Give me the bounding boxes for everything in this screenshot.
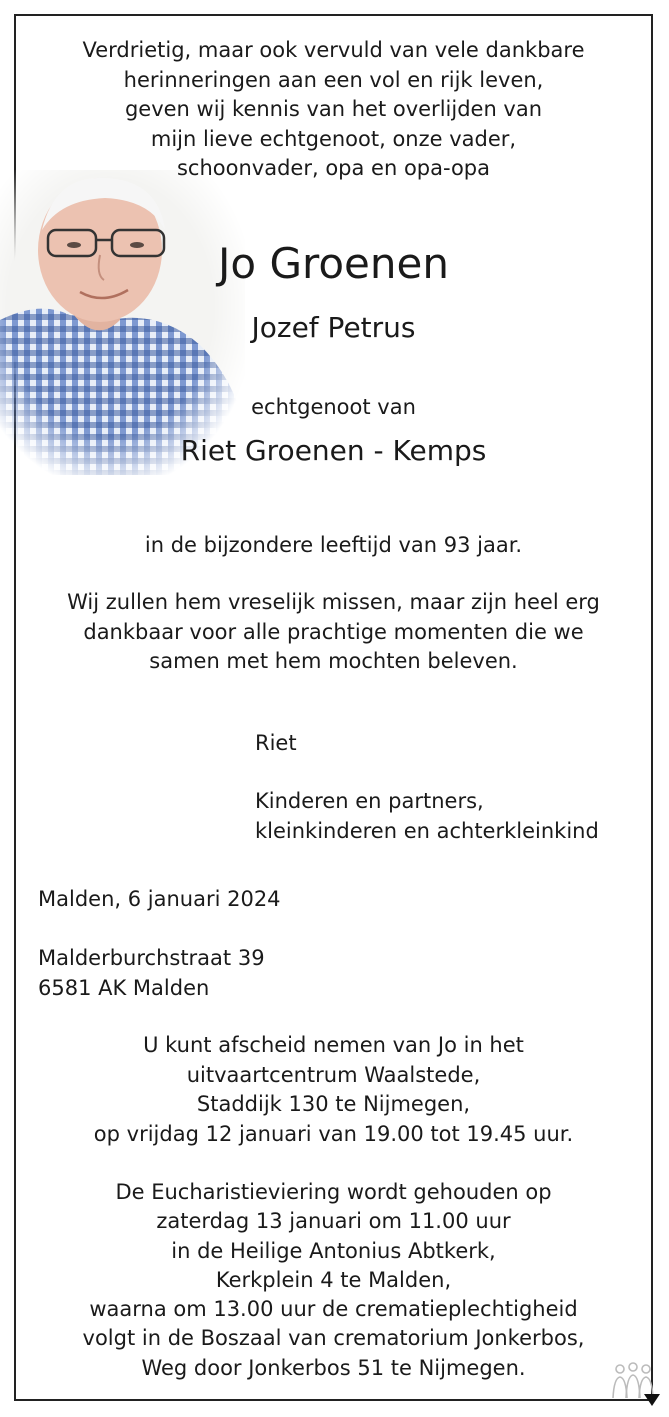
signer-family-line: kleinkinderen en achterkleinkind [255, 819, 599, 843]
intro-line: geven wij kennis van het overlijden van [124, 97, 543, 121]
place-date: Malden, 6 januari 2024 [38, 887, 281, 911]
farewell-line: U kunt afscheid nemen van Jo in het [143, 1033, 524, 1057]
mass-line: volgt in de Boszaal van crematorium Jonkerbos, [82, 1326, 585, 1351]
spouse-name: Riet Groenen - Kemps [180, 434, 487, 467]
intro-line: mijn lieve echtgenoot, onze vader, [150, 126, 517, 151]
miss-line: dankbaar voor alle prachtige momenten die we [83, 619, 584, 644]
given-names: Jozef Petrus [251, 311, 416, 344]
miss-text [14, 588, 653, 677]
address [38, 943, 265, 1003]
signer-spouse: Riet [255, 731, 297, 755]
intro-line: Verdrietig, maar ook vervuld van vele dankbare [82, 38, 585, 62]
signer-family-line: Kinderen en partners, [255, 789, 484, 813]
miss-line: samen met hem mochten beleven. [149, 649, 518, 673]
intro-text [14, 36, 653, 184]
age-line: in de bijzondere leeftijd van 93 jaar. [144, 533, 523, 557]
mass-line: Kerkplein 4 te Malden, [215, 1267, 452, 1292]
deceased-name: Jo Groenen [218, 239, 449, 288]
farewell-line: op vrijdag 12 januari van 19.00 tot 19.45 uur. [93, 1121, 574, 1146]
arrow-down-icon[interactable] [643, 1392, 661, 1408]
mass-line: zaterdag 13 januari om 11.00 uur [156, 1209, 511, 1234]
mass-line: Weg door Jonkerbos 51 te Nijmegen. [141, 1355, 526, 1380]
mass-text [14, 1178, 653, 1383]
mass-line: waarna om 13.00 uur de crematieplechtigheid [89, 1297, 578, 1322]
spouse-label: echtgenoot van [251, 395, 416, 419]
mass-line: De Eucharistieviering wordt gehouden op [115, 1180, 552, 1204]
intro-line: herinneringen aan een vol en rijk leven, [123, 67, 544, 92]
miss-line: Wij zullen hem vreselijk missen, maar zijn heel erg [67, 590, 600, 614]
address-city: 6581 AK Malden [38, 976, 210, 1000]
farewell-line: Staddijk 130 te Nijmegen, [196, 1092, 471, 1116]
farewell-text [14, 1031, 653, 1149]
mass-line: in de Heilige Antonius Abtkerk, [171, 1238, 496, 1263]
farewell-line: uitvaartcentrum Waalstede, [186, 1062, 481, 1087]
intro-line: schoonvader, opa en opa-opa [176, 156, 491, 180]
address-street: Malderburchstraat 39 [38, 946, 265, 970]
signer-family [255, 786, 599, 846]
